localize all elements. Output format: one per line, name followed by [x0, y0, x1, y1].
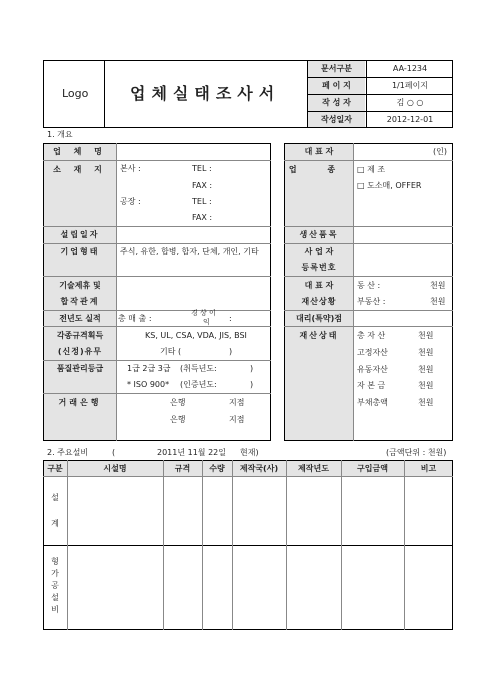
label-prev-sales: 전년도 실적 [59, 314, 101, 323]
row-group-design-char-1: 설 [51, 493, 59, 502]
finance-item-liabilities-unit: 천원 [418, 398, 434, 407]
quality-certified-close: ) [250, 380, 254, 389]
op-profit-label-2: 익 [203, 318, 210, 326]
row-group-mold-char-5: 비 [51, 605, 59, 614]
immovable-unit: 천원 [430, 297, 446, 306]
section2-date: 2011년 11월 22일 [157, 448, 226, 457]
col-maker: 제작국(사) [239, 464, 279, 473]
label-ceo-asset-1: 대 표 자 [304, 281, 334, 290]
label-biz-no-1: 사 업 자 [304, 247, 334, 256]
section2-unit-note: (금액단위 : 천원) [386, 448, 447, 457]
col-remarks: 비고 [420, 464, 437, 473]
finance-item-current-assets: 유동자산 [357, 365, 388, 374]
row-group-design-char-2: 계 [51, 519, 59, 528]
label-ceo: 대 표 자 [304, 147, 334, 156]
label-cert-2: (신정)유무 [57, 347, 103, 356]
finance-item-capital: 자 본 금 [357, 381, 386, 390]
meta-value-date: 2012-12-01 [386, 115, 434, 124]
hq-label: 본사 : [120, 164, 141, 173]
branch-unit-1: 지점 [229, 398, 245, 407]
quality-acquired-close: ) [250, 364, 254, 373]
document-title: 업체실태조사서 [130, 84, 281, 103]
immovable-label: 부동산 : [357, 297, 386, 306]
label-tech-2: 합작관계 [60, 297, 100, 306]
op-profit-label-1: 경 상 이 [191, 309, 216, 317]
logo: Logo [62, 87, 89, 100]
label-company-name: 업 체 명 [53, 147, 107, 156]
meta-value-page: 1/1페이지 [391, 81, 429, 90]
col-spec: 규격 [174, 464, 191, 473]
label-established: 설립일자 [60, 230, 100, 239]
section2-date-close: 현재) [240, 448, 259, 457]
movable-label: 동 산 : [357, 281, 381, 290]
section2-title: 2. 주요설비 [47, 448, 89, 457]
label-finance: 재산상태 [299, 331, 339, 340]
label-products: 생산품목 [299, 230, 339, 239]
quality-certified-year: (인증년도: [180, 380, 217, 389]
finance-item-liabilities: 부채총액 [357, 398, 388, 407]
factory-fax-label: FAX : [192, 213, 213, 222]
row-group-mold-char-1: 형 [51, 557, 59, 566]
movable-unit: 천원 [430, 281, 446, 290]
meta-label-doc-type: 문서구분 [321, 64, 352, 73]
col-year: 제작년도 [298, 464, 329, 473]
industry-option-manufacturing[interactable]: □ 제 조 [357, 165, 386, 174]
bank-unit-1: 은행 [170, 398, 186, 407]
quality-grades: 1급 2급 3급 [127, 364, 171, 373]
hq-fax-label: FAX : [192, 181, 213, 190]
quality-iso: * ISO 900* [127, 380, 170, 389]
sales-total-label: 총 매 출 : [118, 314, 152, 323]
cert-other: 기타 ( [160, 347, 182, 356]
branch-unit-2: 지점 [229, 415, 245, 424]
label-address: 소 재 지 [53, 165, 107, 174]
finance-item-capital-unit: 천원 [418, 381, 434, 390]
label-agent: 대리(특약)점 [296, 314, 342, 323]
header-divider-logo [104, 60, 105, 128]
finance-item-total-assets: 총 자 산 [357, 331, 386, 340]
factory-tel-label: TEL : [192, 197, 212, 206]
label-bank: 거래은행 [58, 398, 102, 407]
hq-tel-label: TEL : [192, 164, 212, 173]
meta-value-doc-type: AA-1234 [392, 64, 428, 73]
bank-unit-2: 은행 [170, 415, 186, 424]
label-tech-1: 기술제휴 및 [59, 281, 101, 290]
label-biz-no-2: 등록번호 [301, 263, 337, 272]
row-group-mold-char-4: 설 [51, 593, 59, 602]
finance-item-fixed-assets: 고정자산 [357, 348, 388, 357]
ceo-seal: (인) [433, 147, 447, 156]
finance-item-current-assets-unit: 천원 [418, 365, 434, 374]
meta-label-date: 작성일자 [321, 115, 352, 124]
overview-left-table [43, 143, 271, 441]
cert-other-close: ) [229, 347, 233, 356]
meta-label-author: 작 성 자 [322, 98, 351, 107]
factory-label: 공장 : [120, 197, 141, 206]
op-profit-colon: : [229, 314, 232, 323]
row-group-mold-char-3: 공 [51, 581, 59, 590]
cert-standards: KS, UL, CSA, VDA, JIS, BSI [145, 331, 247, 340]
label-ceo-asset-2: 재산상황 [301, 297, 337, 306]
col-quantity: 수량 [209, 464, 225, 473]
meta-value-author: 김 ○ ○ [396, 98, 424, 107]
label-industry: 업 종 [288, 165, 350, 174]
label-company-type: 기업형태 [60, 247, 100, 256]
finance-item-total-assets-unit: 천원 [418, 331, 434, 340]
label-cert-1: 각종규격획득 [56, 331, 104, 340]
col-price: 구입금액 [357, 464, 388, 473]
col-facility-name: 시설명 [103, 464, 127, 473]
col-category: 구분 [47, 464, 63, 473]
finance-item-fixed-assets-unit: 천원 [418, 348, 434, 357]
label-quality: 품질관리등급 [56, 364, 104, 373]
industry-option-wholesale[interactable]: □ 도소매, OFFER [357, 181, 422, 190]
company-type-options: 주식, 유한, 합병, 합자, 단체, 개인, 기타 [120, 247, 259, 256]
section1-title: 1. 개요 [47, 130, 73, 139]
meta-label-page: 페 이 지 [322, 81, 351, 90]
section2-date-open: ( [112, 448, 116, 457]
row-group-mold-char-2: 가 [51, 569, 59, 578]
quality-acquired-year: (취득년도: [180, 364, 217, 373]
